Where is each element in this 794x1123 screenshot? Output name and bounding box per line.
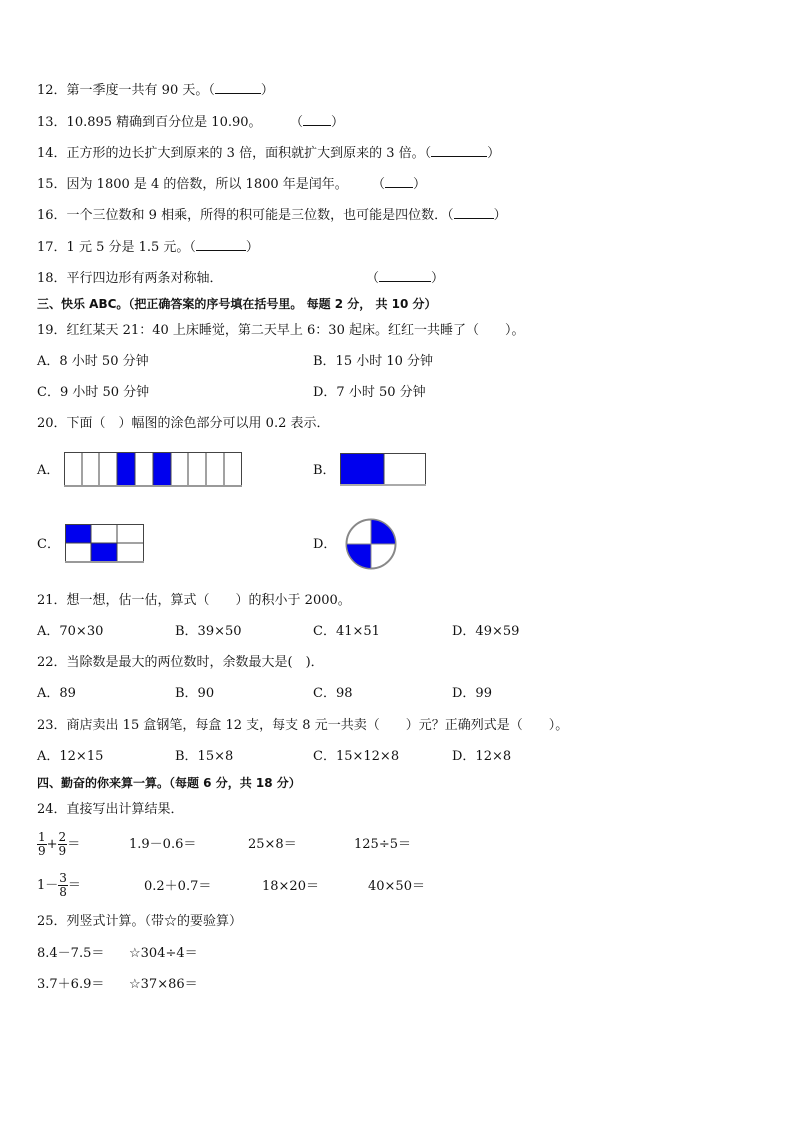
expr-25-2: ☆304÷4＝	[129, 946, 198, 961]
question-18-blank: （ ）	[366, 271, 445, 286]
option-23-b[interactable]: B．15×8	[175, 749, 234, 764]
fraction: $\frac{3}{8}$	[59, 871, 67, 899]
expr-25-1: 8.4－7.5＝	[37, 946, 105, 961]
answer-blank[interactable]	[196, 240, 246, 251]
question-25-stem: 25．列竖式计算。（带☆的要验算）	[37, 914, 243, 929]
option-21-a[interactable]: A．70×30	[37, 624, 104, 639]
option-23-a[interactable]: A．12×15	[37, 749, 104, 764]
shaded-cell	[66, 525, 91, 543]
option-20-d[interactable]: D．	[313, 537, 337, 552]
expr-24-8: 40×50＝	[368, 879, 425, 894]
shaded-quarter	[371, 520, 395, 544]
shaded-half	[341, 454, 384, 484]
expr-24-5: 1－ $\frac{3}{8}$ ＝	[37, 871, 81, 899]
option-22-d[interactable]: D．99	[452, 686, 492, 701]
option-19-d[interactable]: D．7 小时 50 分钟	[313, 385, 426, 400]
expr-24-6: 0.2＋0.7＝	[144, 879, 212, 894]
question-12: 12．第一季度一共有 90 天。（ ）	[37, 83, 274, 98]
figure-20-a	[64, 452, 244, 488]
option-21-d[interactable]: D．49×59	[452, 624, 520, 639]
shaded-cell	[117, 453, 135, 486]
option-20-c[interactable]: C．	[37, 537, 60, 552]
question-15: 15．因为 1800 是 4 的倍数，所以 1800 年是闰年。	[37, 177, 348, 192]
question-13: 13．10.895 精确到百分位是 10.90。	[37, 115, 262, 130]
option-19-b[interactable]: B．15 小时 10 分钟	[313, 354, 434, 369]
question-18: 18．平行四边形有两条对称轴．	[37, 271, 223, 286]
answer-blank[interactable]	[379, 271, 431, 282]
answer-blank[interactable]	[385, 177, 413, 188]
answer-blank[interactable]	[431, 146, 487, 157]
option-20-a[interactable]: A．	[37, 463, 60, 478]
section-heading-4: 四、勤奋的你来算一算。（每题 6 分，共 18 分）	[37, 776, 301, 790]
expr-25-4: ☆37×86＝	[129, 977, 198, 992]
question-23-stem: 23．商店卖出 15 盒钢笔，每盒 12 支，每支 8 元一共卖（ ）元？正确列式是（ ）。	[37, 718, 569, 733]
answer-blank[interactable]	[215, 83, 261, 94]
option-22-b[interactable]: B．90	[175, 686, 215, 701]
answer-blank[interactable]	[303, 115, 331, 126]
question-24-stem: 24．直接写出计算结果．	[37, 802, 184, 817]
option-22-c[interactable]: C．98	[313, 686, 353, 701]
question-19-stem: 19．红红某天 21：40 上床睡觉，第二天早上 6：30 起床。红红一共睡了（ ）。	[37, 323, 525, 338]
expr-25-3: 3.7＋6.9＝	[37, 977, 105, 992]
expr-24-7: 18×20＝	[262, 879, 319, 894]
shaded-quarter	[347, 544, 371, 568]
option-22-a[interactable]: A．89	[37, 686, 76, 701]
figure-20-c	[65, 524, 147, 564]
shaded-cell	[153, 453, 171, 486]
option-21-c[interactable]: C．41×51	[313, 624, 380, 639]
option-19-a[interactable]: A．8 小时 50 分钟	[37, 354, 149, 369]
expr-24-1: $\frac{1}{9}$ + $\frac{2}{9}$ ＝	[38, 830, 81, 858]
question-20-stem: 20．下面（ ）幅图的涂色部分可以用 0.2 表示．	[37, 416, 330, 431]
question-15-blank: （ ）	[372, 177, 427, 192]
answer-blank[interactable]	[454, 208, 494, 219]
fraction: $\frac{1}{9}$	[38, 830, 46, 858]
question-14: 14．正方形的边长扩大到原来的 3 倍，面积就扩大到原来的 3 倍。（ ）	[37, 146, 501, 161]
option-21-b[interactable]: B．39×50	[175, 624, 242, 639]
question-16: 16．一个三位数和 9 相乘，所得的积可能是三位数，也可能是四位数．（ ）	[37, 208, 507, 223]
question-17: 17．1 元 5 分是 1.5 元。（ ）	[37, 240, 259, 255]
expr-24-3: 25×8＝	[248, 837, 297, 852]
expr-24-4: 125÷5＝	[354, 837, 411, 852]
expr-24-2: 1.9－0.6＝	[129, 837, 197, 852]
option-23-d[interactable]: D．12×8	[452, 749, 512, 764]
option-19-c[interactable]: C．9 小时 50 分钟	[37, 385, 150, 400]
section-heading-3: 三、快乐 ABC。（把正确答案的序号填在括号里。 每题 2 分， 共 10 分）	[37, 297, 437, 311]
figure-20-d	[344, 515, 398, 573]
question-22-stem: 22．当除数是最大的两位数时，余数最大是( )．	[37, 655, 324, 670]
option-23-c[interactable]: C．15×12×8	[313, 749, 400, 764]
shaded-cell	[91, 543, 117, 561]
figure-20-b	[340, 453, 428, 487]
option-20-b[interactable]: B．	[313, 463, 336, 478]
fraction: $\frac{2}{9}$	[58, 830, 67, 858]
question-13-blank: （ ）	[290, 115, 345, 130]
question-21-stem: 21．想一想，估一估，算式（ ）的积小于 2000。	[37, 593, 351, 608]
